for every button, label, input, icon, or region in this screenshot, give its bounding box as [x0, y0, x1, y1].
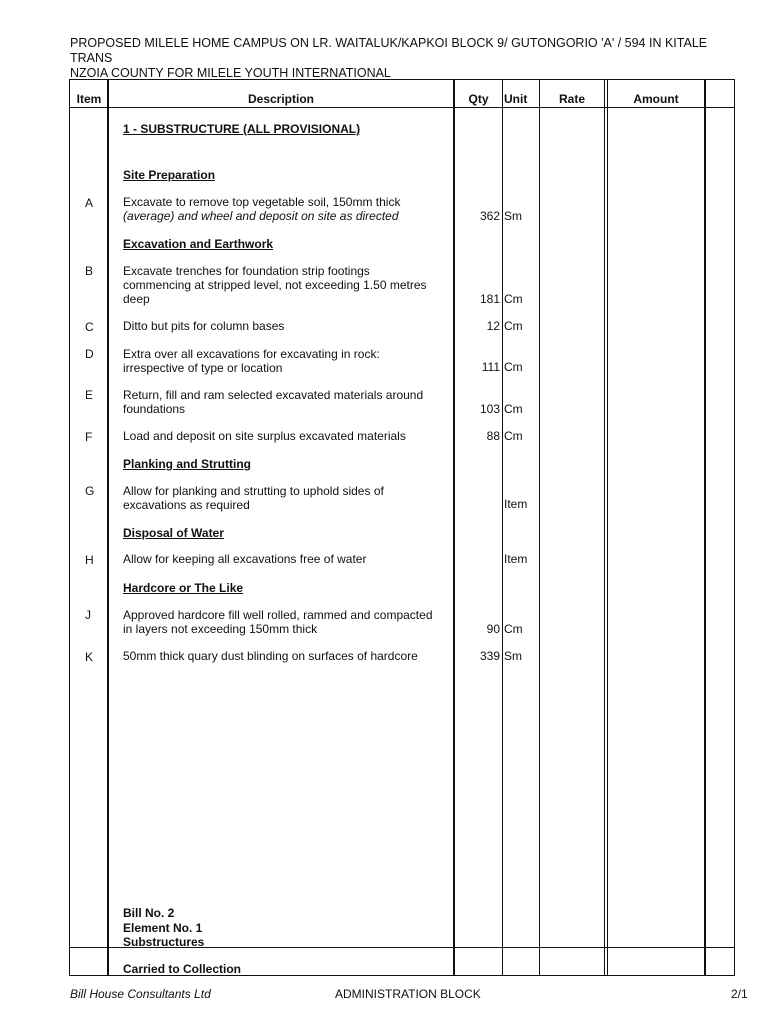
divider — [607, 80, 608, 975]
item-code: J — [85, 608, 91, 622]
item-unit: Cm — [504, 292, 523, 306]
carried-to-collection: Carried to Collection — [123, 962, 242, 976]
subheading: Site Preparation — [123, 168, 216, 182]
page-number: 2/1 — [731, 987, 748, 1001]
item-qty: 111 — [481, 360, 500, 374]
item-description: Excavate trenches for foundation strip footings commencing at stripped level, not exceeding 1.50 metres deep — [123, 264, 427, 306]
header-amount: Amount — [633, 92, 679, 106]
item-unit: Sm — [504, 209, 522, 223]
item-qty: 12 — [486, 319, 500, 333]
bill-summary — [123, 906, 204, 950]
element-name: Substructures — [123, 935, 205, 949]
item-qty: 103 — [479, 402, 500, 416]
item-qty: 362 — [479, 209, 500, 223]
item-code: C — [85, 320, 94, 334]
section-title: 1 - SUBSTRUCTURE (ALL PROVISIONAL) — [123, 122, 361, 136]
item-unit: Sm — [504, 649, 522, 663]
subheading: Excavation and Earthwork — [123, 237, 274, 251]
item-qty: 339 — [479, 649, 500, 663]
header-unit: Unit — [504, 92, 528, 106]
header-qty: Qty — [468, 92, 489, 106]
item-description: Excavate to remove top vegetable soil, 150mm thick (average) and wheel and deposit on site as directed — [123, 195, 401, 223]
item-code: D — [85, 347, 94, 361]
item-code: H — [85, 553, 94, 567]
item-description: Extra over all excavations for excavating in rock: irrespective of type or location — [123, 347, 380, 375]
subheading: Planking and Strutting — [123, 457, 251, 471]
item-description: Approved hardcore fill well rolled, rammed and compacted in layers not exceeding 150mm thick — [123, 608, 433, 636]
item-code: F — [85, 430, 93, 444]
item-unit: Cm — [504, 402, 523, 416]
divider — [502, 80, 503, 975]
item-code: G — [85, 484, 95, 498]
item-description: Return, fill and ram selected excavated materials around foundations — [123, 388, 424, 416]
divider — [604, 80, 605, 975]
title-line-1: PROPOSED MILELE HOME CAMPUS ON LR. WAITALUK/KAPKOI BLOCK 9/ GUTONGORIO 'A' / 594 IN KITALE TRANS — [70, 36, 708, 65]
item-description: 50mm thick quary dust blinding on surfaces of hardcore — [123, 649, 418, 663]
item-description: Ditto but pits for column bases — [123, 319, 285, 333]
item-unit: Item — [504, 497, 528, 511]
divider — [107, 80, 109, 975]
item-qty: 181 — [479, 292, 500, 306]
footer-company: Bill House Consultants Ltd — [70, 987, 211, 1001]
subheading: Hardcore or The Like — [123, 581, 244, 595]
item-code: K — [85, 650, 94, 664]
item-unit: Cm — [504, 319, 523, 333]
item-unit: Cm — [504, 360, 523, 374]
item-unit: Cm — [504, 429, 523, 443]
subheading: Disposal of Water — [123, 526, 224, 540]
item-description: Allow for planking and strutting to uphold sides of excavations as required — [123, 484, 384, 512]
divider — [453, 80, 455, 975]
header-item: Item — [76, 92, 102, 106]
document-title — [70, 36, 750, 81]
divider — [704, 80, 706, 975]
item-qty: 88 — [486, 429, 500, 443]
element-number: Element No. 1 — [123, 920, 203, 935]
divider — [539, 80, 540, 975]
item-description: Load and deposit on site surplus excavated materials — [123, 429, 406, 443]
header-divider — [70, 107, 734, 108]
title-line-2: NZOIA COUNTY FOR MILELE YOUTH INTERNATIONAL — [70, 66, 391, 80]
item-description: Allow for keeping all excavations free of water — [123, 552, 367, 566]
footer-block: ADMINISTRATION BLOCK — [335, 987, 481, 1001]
item-unit: Cm — [504, 622, 523, 636]
header-description: Description — [247, 92, 314, 106]
item-code: E — [85, 388, 94, 402]
item-qty: 90 — [486, 622, 500, 636]
item-unit: Item — [504, 552, 528, 566]
item-code: A — [85, 196, 94, 210]
header-rate: Rate — [558, 92, 585, 106]
item-code: B — [85, 264, 94, 278]
bill-number: Bill No. 2 — [123, 906, 175, 920]
